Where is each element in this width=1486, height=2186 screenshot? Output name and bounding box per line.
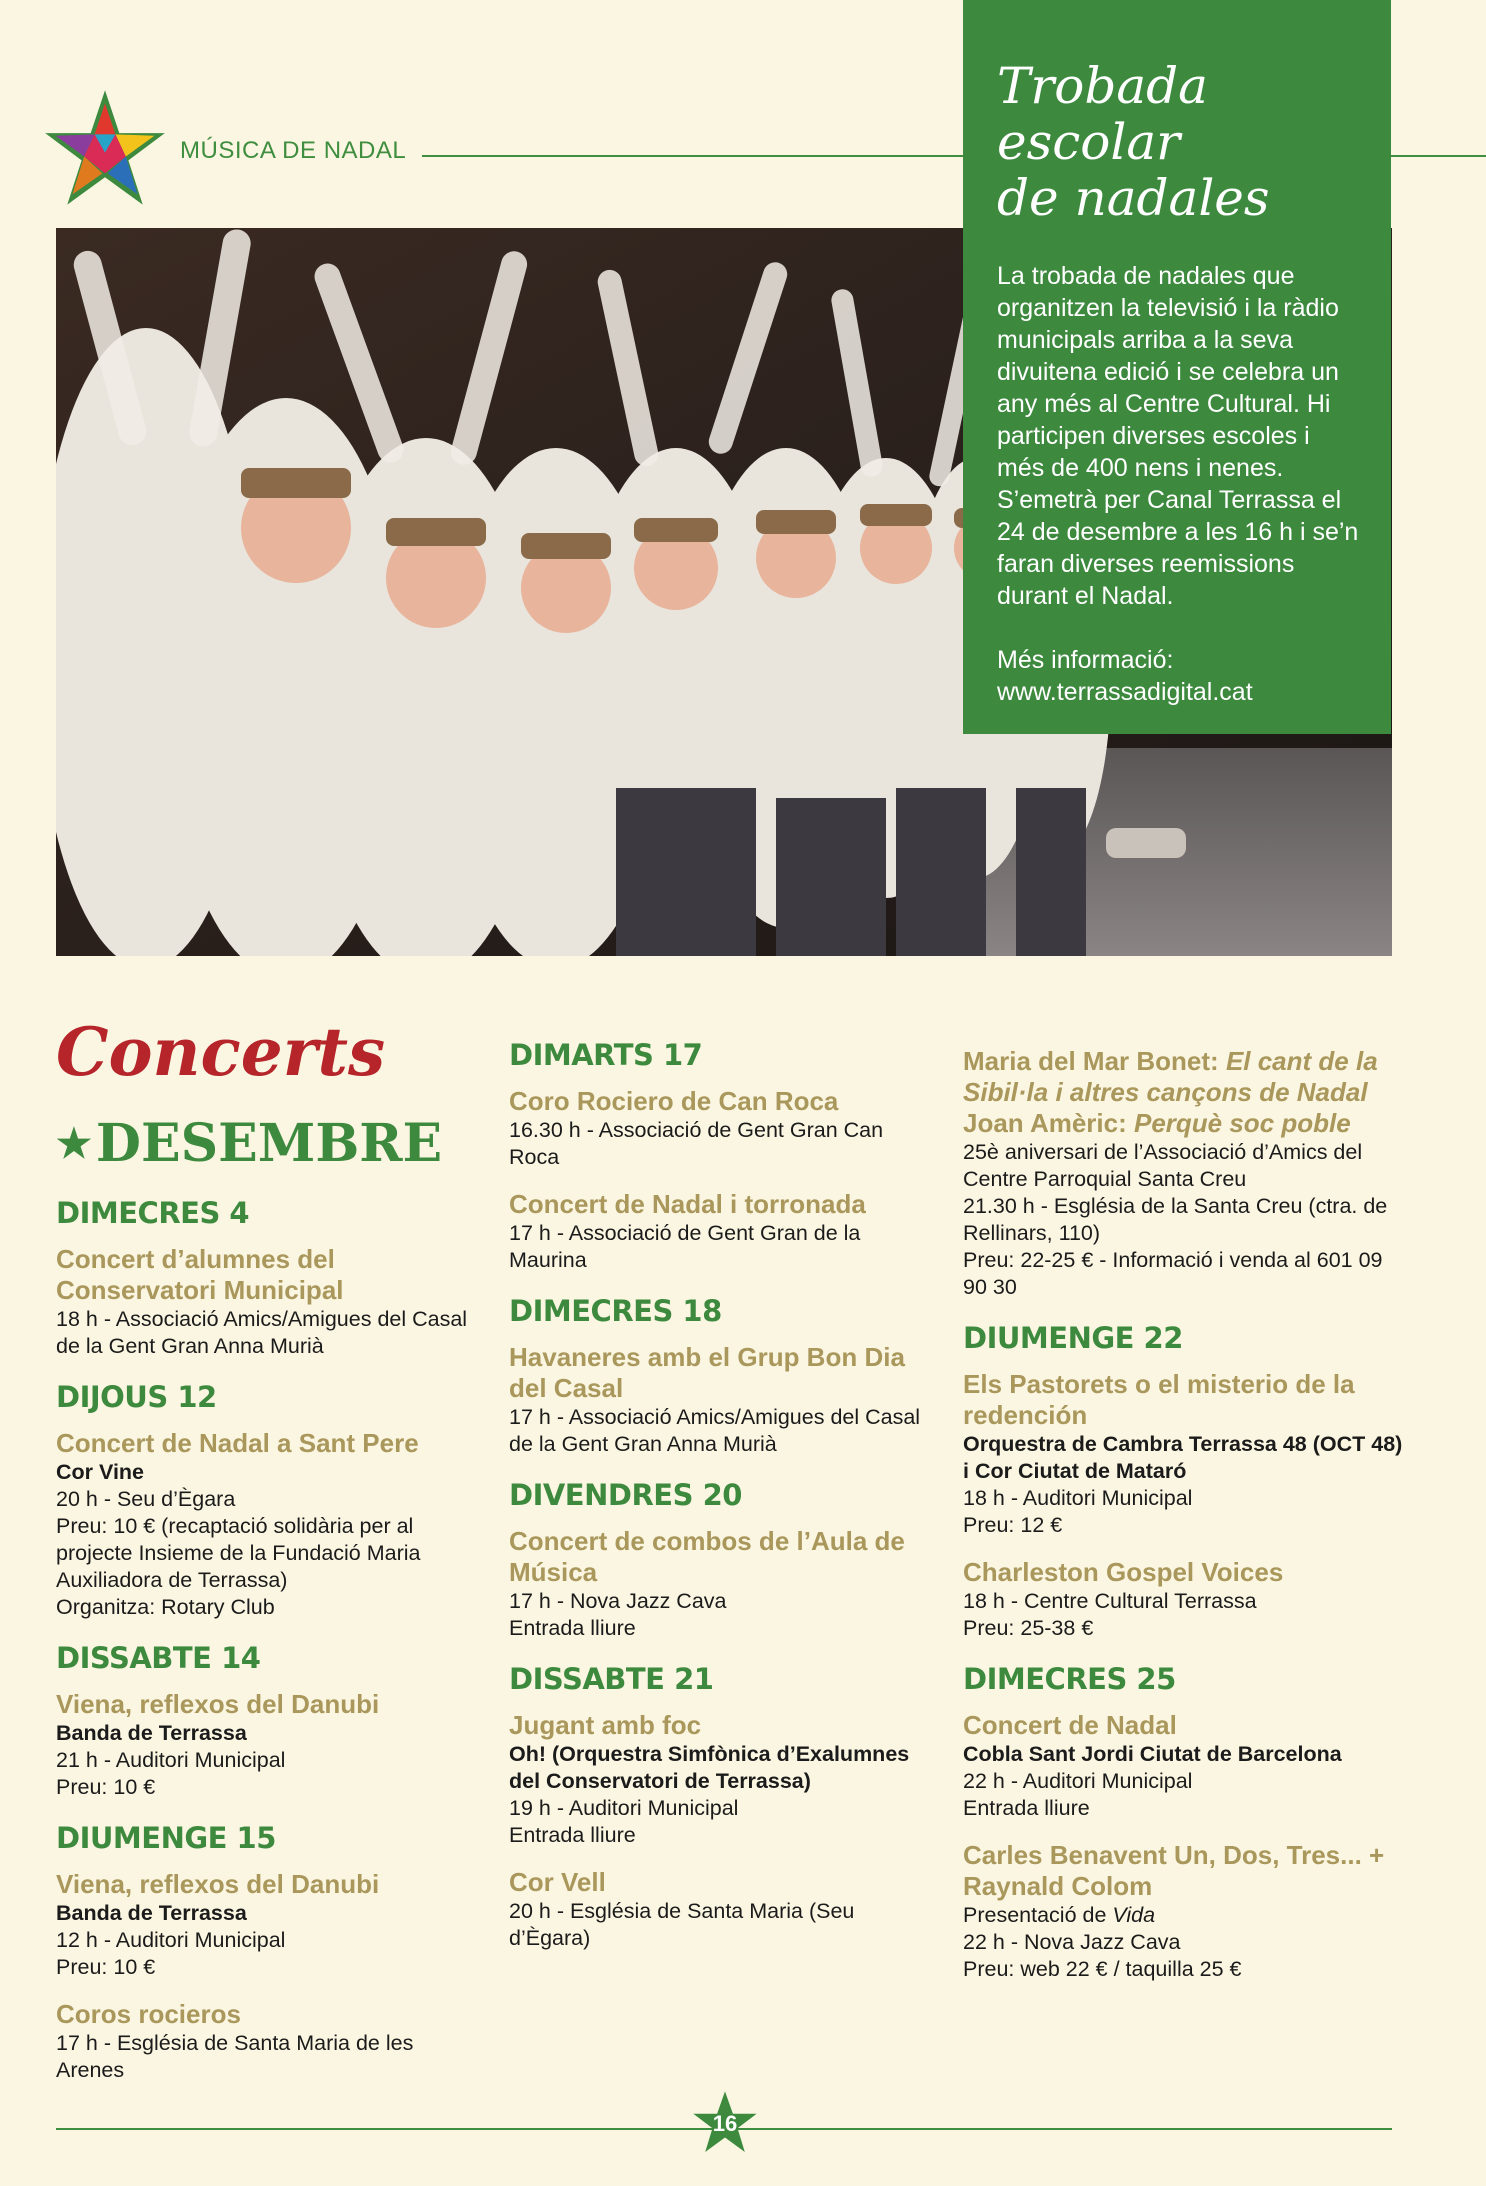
event-title: Jugant amb foc xyxy=(509,1710,702,1740)
event xyxy=(509,1189,929,1274)
event-title: Cor Vell xyxy=(509,1867,606,1897)
event xyxy=(56,1244,476,1360)
event-title: Els Pastorets o el misterio de la redención xyxy=(963,1369,1355,1430)
event-detail: Entrada lliure xyxy=(963,1796,1090,1820)
event xyxy=(509,1867,929,1952)
column-3 xyxy=(963,1046,1403,2001)
day-heading: DIJOUS 12 xyxy=(56,1380,217,1414)
event-detail: 17 h - Associació Amics/Amigues del Casal de la Gent Gran Anna Murià xyxy=(509,1405,921,1456)
section-divider xyxy=(422,155,964,157)
day-heading: DIVENDRES 20 xyxy=(509,1478,742,1512)
event-detail: 21.30 h - Església de la Santa Creu (ctra. de Rellinars, 110) xyxy=(963,1194,1388,1245)
star-icon: ★ xyxy=(56,1120,92,1167)
event-title: Coros rocieros xyxy=(56,1999,241,2029)
event-title: Viena, reflexos del Danubi xyxy=(56,1869,380,1899)
event-detail: Preu: 10 € xyxy=(56,1955,156,1979)
event-detail: 17 h - Nova Jazz Cava xyxy=(509,1589,727,1613)
event-detail: Preu: 10 € (recaptació solidària per al projecte Insieme de la Fundació Maria Auxiliadora de Terrassa) xyxy=(56,1514,421,1592)
event-title: Concert d’alumnes del Conservatori Municipal xyxy=(56,1244,344,1305)
event-detail: 12 h - Auditori Municipal xyxy=(56,1928,286,1952)
event xyxy=(509,1710,929,1849)
event-performer: Cobla Sant Jordi Ciutat de Barcelona xyxy=(963,1742,1342,1766)
day-heading: DIUMENGE 15 xyxy=(56,1821,276,1855)
month-title: ★ DESEMBRE xyxy=(56,1113,443,1174)
event-title: Havaneres amb el Grup Bon Dia del Casal xyxy=(509,1342,905,1403)
event-performer: Orquestra de Cambra Terrassa 48 (OCT 48) i Cor Ciutat de Mataró xyxy=(963,1432,1403,1483)
event xyxy=(963,1046,1403,1301)
page-number: 16 xyxy=(712,2111,738,2136)
event-detail: 20 h - Església de Santa Maria (Seu d’Ègara) xyxy=(509,1899,855,1950)
event-detail: 16.30 h - Associació de Gent Gran Can Roca xyxy=(509,1118,884,1169)
section-label: MÚSICA DE NADAL xyxy=(180,137,407,164)
event-title: Joan Amèric: Perquè soc poble xyxy=(963,1108,1351,1138)
event-title: Concert de Nadal i torronada xyxy=(509,1189,866,1219)
event xyxy=(963,1840,1403,1983)
info-more: Més informació: www.terrassadigital.cat xyxy=(997,646,1253,706)
event-detail: Preu: 25-38 € xyxy=(963,1616,1094,1640)
event-detail: Preu: 10 € xyxy=(56,1775,156,1799)
event xyxy=(509,1526,929,1642)
event-performer: Banda de Terrassa xyxy=(56,1721,247,1745)
event xyxy=(56,1869,476,1981)
info-title: Trobada escolar de nadales xyxy=(997,57,1270,227)
info-text: La trobada de nadales que organitzen la televisió i la ràdio municipals arriba a la seva divuitena edició i se celebra un any més al Centre Cultural. Hi participen diverses escoles i més de 400 nens i nenes. S’emetrà per Canal Terrassa el 24 de desembre a les 16 h i se’n faran diverses reemissions durant el Nadal. xyxy=(997,262,1359,610)
concerts-title: Concerts xyxy=(56,1013,386,1091)
event-detail: 19 h - Auditori Municipal xyxy=(509,1796,739,1820)
event-title: Carles Benavent Un, Dos, Tres... + Raynald Colom xyxy=(963,1840,1385,1901)
day-heading: DISSABTE 14 xyxy=(56,1641,261,1675)
event-detail: Preu: 22-25 € - Informació i venda al 601 09 90 30 xyxy=(963,1248,1383,1299)
info-link[interactable]: www.terrassadigital.cat xyxy=(997,678,1253,706)
event xyxy=(963,1369,1403,1539)
event-detail: Preu: web 22 € / taquilla 25 € xyxy=(963,1957,1242,1981)
event-detail: Presentació de Vida xyxy=(963,1903,1156,1927)
event-performer: Oh! (Orquestra Simfònica d’Exalumnes del Conservatori de Terrassa) xyxy=(509,1742,910,1793)
event-title: Concert de Nadal a Sant Pere xyxy=(56,1428,419,1458)
event-detail: Organitza: Rotary Club xyxy=(56,1595,275,1619)
event xyxy=(509,1086,929,1171)
event-detail: 22 h - Nova Jazz Cava xyxy=(963,1930,1181,1954)
event xyxy=(509,1342,929,1458)
event-performer: Cor Vine xyxy=(56,1460,145,1484)
event-detail: 20 h - Seu d’Ègara xyxy=(56,1487,236,1511)
event xyxy=(56,1999,476,2084)
event-title: Viena, reflexos del Danubi xyxy=(56,1689,380,1719)
event xyxy=(963,1710,1403,1822)
day-heading: DIMECRES 18 xyxy=(509,1294,722,1328)
day-heading: DIMECRES 4 xyxy=(56,1196,250,1230)
event xyxy=(963,1557,1403,1642)
section-divider-right xyxy=(1390,155,1486,157)
event-performer: Banda de Terrassa xyxy=(56,1901,247,1925)
event-detail: 18 h - Auditori Municipal xyxy=(963,1486,1193,1510)
event-detail: 21 h - Auditori Municipal xyxy=(56,1748,286,1772)
event-detail: Entrada lliure xyxy=(509,1616,636,1640)
event xyxy=(56,1689,476,1801)
day-heading: DISSABTE 21 xyxy=(509,1662,714,1696)
event-detail: 17 h - Associació de Gent Gran de la Maurina xyxy=(509,1221,861,1272)
day-heading: DIMECRES 25 xyxy=(963,1662,1176,1696)
event-detail: Preu: 12 € xyxy=(963,1513,1063,1537)
event-detail: 17 h - Església de Santa Maria de les Arenes xyxy=(56,2031,414,2082)
event-detail: 18 h - Centre Cultural Terrassa xyxy=(963,1589,1257,1613)
event-title: Maria del Mar Bonet: El cant de la Sibil·la i altres cançons de Nadal xyxy=(963,1046,1378,1107)
column-1 xyxy=(56,1010,476,2102)
event-detail: Entrada lliure xyxy=(509,1823,636,1847)
event-detail: 22 h - Auditori Municipal xyxy=(963,1769,1193,1793)
info-box xyxy=(963,0,1391,734)
event-title: Charleston Gospel Voices xyxy=(963,1557,1284,1587)
event-title: Concert de combos de l’Aula de Música xyxy=(509,1526,905,1587)
event-detail: 25è aniversari de l’Associació d’Amics del Centre Parroquial Santa Creu xyxy=(963,1140,1363,1191)
day-heading: DIUMENGE 22 xyxy=(963,1321,1183,1355)
christmas-star-icon xyxy=(40,85,170,215)
event-title: Coro Rociero de Can Roca xyxy=(509,1086,839,1116)
event xyxy=(56,1428,476,1621)
event-detail: 18 h - Associació Amics/Amigues del Casal de la Gent Gran Anna Murià xyxy=(56,1307,468,1358)
column-2 xyxy=(509,1036,929,1970)
event-title: Concert de Nadal xyxy=(963,1710,1177,1740)
day-heading: DIMARTS 17 xyxy=(509,1038,703,1072)
